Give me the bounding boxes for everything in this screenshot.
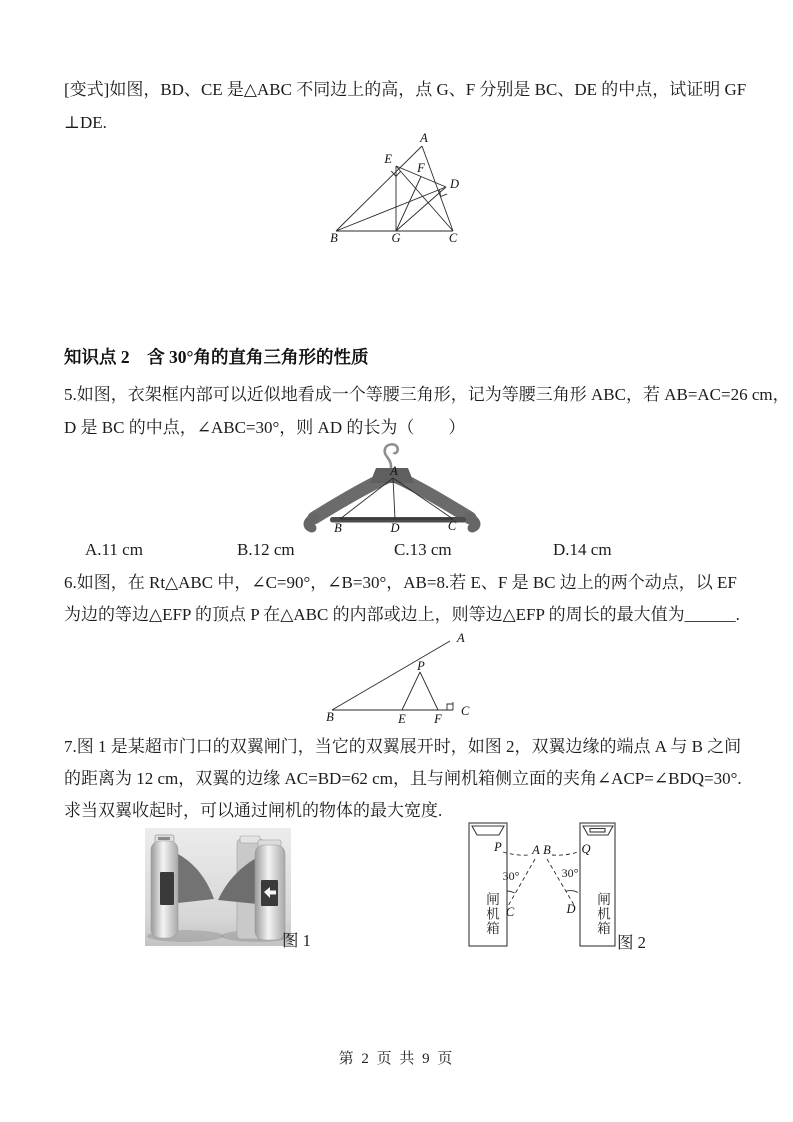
point-label-C: C: [448, 231, 458, 245]
point-label-B: B: [330, 231, 338, 245]
problem5-line2: D 是 BC 的中点，∠ABC=30°，则 AD 的长为（ ）: [64, 418, 466, 437]
point-label-A: A: [532, 843, 540, 857]
figure2-caption: 图 2: [617, 933, 646, 952]
point-label-B: B: [543, 843, 551, 857]
problem6-line1: 6.如图，在 Rt△ABC 中，∠C=90°，∠B=30°，AB=8.若 E、F 是 BC 边上的两个动点，以 EF: [64, 573, 737, 592]
figure-hanger: [300, 440, 500, 536]
point-label-D: D: [566, 902, 576, 916]
gate-photo-svg: [145, 828, 291, 946]
page-footer: 第 2 页 共 9 页: [338, 1051, 455, 1067]
gate-box-label-left: 闸机箱: [484, 892, 499, 936]
angle-label-right: 30°: [561, 866, 579, 880]
point-label-D: D: [390, 521, 400, 535]
point-label-B: B: [326, 710, 334, 724]
point-label-P: P: [417, 659, 425, 673]
problem5-line1: 5.如图，衣架框内部可以近似地看成一个等腰三角形，记为等腰三角形 ABC，若 AB=AC=26 cm，: [64, 385, 790, 404]
right-back-cap: [240, 836, 260, 843]
hanger-left-curl: [308, 517, 315, 528]
point-label-E: E: [398, 712, 406, 726]
point-label-C: C: [447, 519, 457, 533]
gate-box-label-right: 闸机箱: [595, 892, 610, 936]
left-post-slot: [158, 837, 170, 840]
choice-C: C.13 cm: [394, 540, 452, 559]
problem7-line3: 求当双翼收起时，可以通过闸机的物体的最大宽度.: [64, 801, 443, 820]
gate-photo: [145, 828, 291, 946]
figure1-caption: 图 1: [282, 931, 311, 950]
variant-problem-line1: [变式]如图，BD、CE 是△ABC 不同边上的高，点 G、F 分别是 BC、DE 的中点，试证明 GF: [64, 80, 747, 99]
figure-right-triangle: [316, 628, 484, 726]
hanger-right-curl: [469, 517, 476, 528]
point-label-G: G: [391, 231, 401, 245]
point-label-E: E: [384, 152, 392, 166]
point-label-Q: Q: [581, 842, 591, 856]
figure-altitudes-svg: [316, 130, 476, 245]
problem6-line2: 为边的等边△EFP 的顶点 P 在△ABC 的内部或边上，则等边△EFP 的周长的最大值为______.: [64, 605, 740, 624]
problem7-line2: 的距离为 12 cm，双翼的边缘 AC=BD=62 cm，且与闸机箱侧立面的夹角∠ACP=∠BDQ=30°.: [64, 769, 742, 788]
point-label-A: A: [390, 464, 398, 478]
left-post-panel: [160, 872, 174, 905]
point-label-P: P: [494, 840, 502, 854]
point-label-F: F: [434, 712, 442, 726]
choice-D: D.14 cm: [553, 540, 612, 559]
point-label-A: A: [457, 631, 465, 645]
figure-right-triangle-svg: [316, 628, 484, 726]
point-label-B: B: [334, 521, 342, 535]
triangle-lines: [336, 146, 453, 231]
variant-problem-line2: ⊥DE.: [64, 113, 107, 132]
diagram-angle-arcs: [507, 891, 578, 893]
point-label-C: C: [505, 905, 515, 919]
triangle-lines: [332, 641, 453, 710]
point-label-D: D: [450, 177, 460, 191]
figure-altitudes-triangle: [316, 130, 476, 245]
choice-A: A.11 cm: [85, 540, 143, 559]
angle-label-left: 30°: [502, 869, 520, 883]
knowledge-point-title: 知识点 2 含 30°角的直角三角形的性质: [64, 347, 369, 367]
point-label-F: F: [417, 161, 425, 175]
figure-hanger-svg: [300, 440, 500, 536]
point-label-C: C: [461, 704, 470, 718]
point-label-A: A: [420, 131, 428, 145]
problem7-line1: 7.图 1 是某超市门口的双翼闸门，当它的双翼展开时，如图 2，双翼边缘的端点 A 与 B 之间: [64, 737, 742, 756]
choice-B: B.12 cm: [237, 540, 295, 559]
right-angle-mark-C: [447, 704, 453, 710]
right-angle-mark-D: [440, 190, 448, 197]
